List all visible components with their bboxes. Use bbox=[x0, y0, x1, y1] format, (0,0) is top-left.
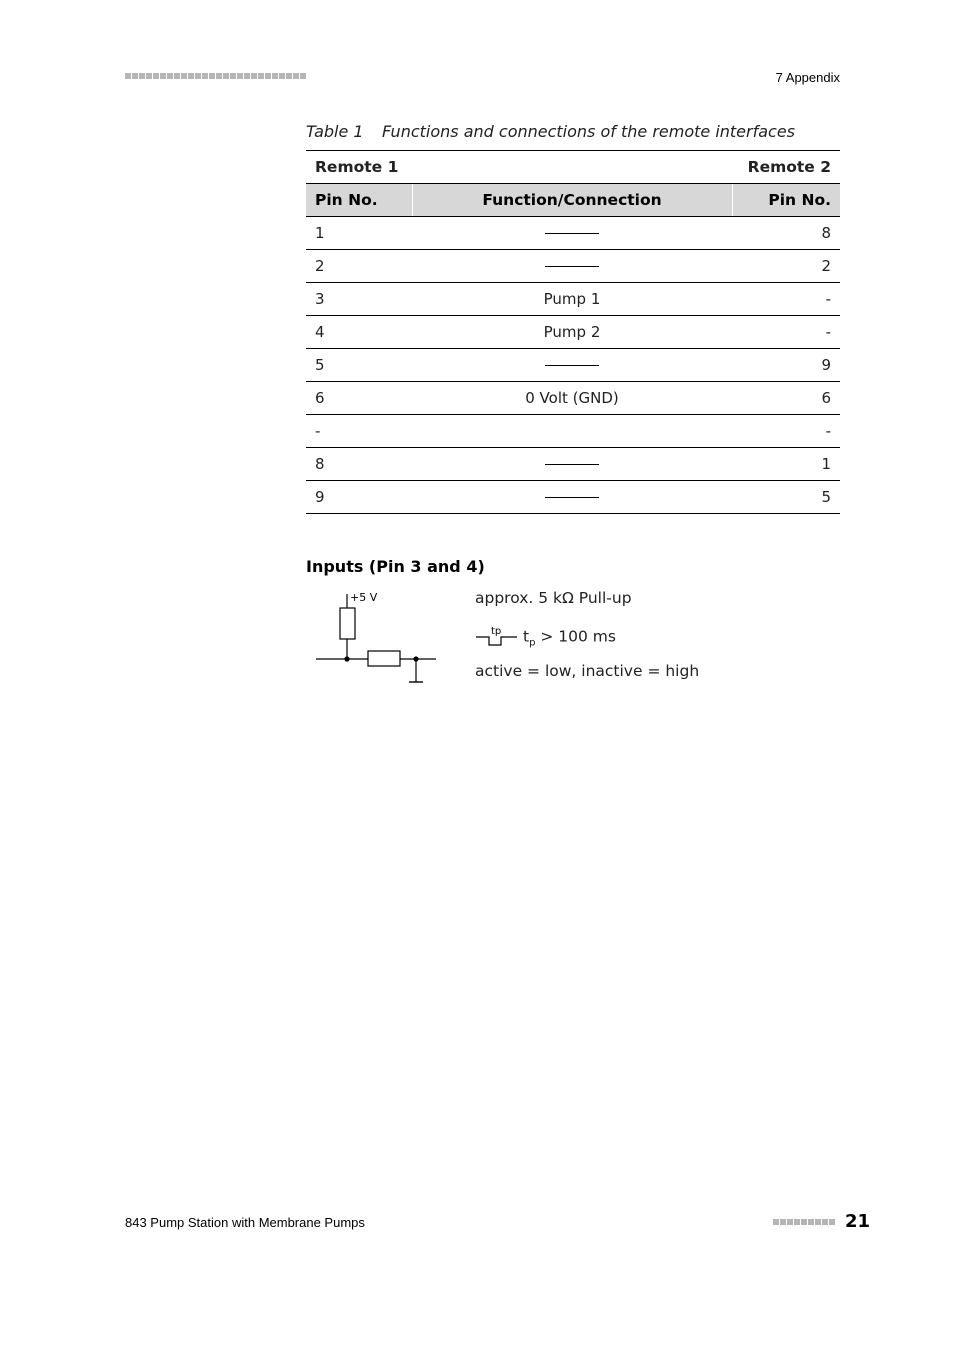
table-body bbox=[306, 217, 840, 514]
table-caption bbox=[306, 122, 795, 141]
table-row bbox=[306, 448, 840, 481]
footer-decoration bbox=[773, 1219, 835, 1225]
remote-header-row bbox=[306, 151, 840, 184]
remote-interfaces-table bbox=[306, 150, 840, 514]
pin-remote1-cell: - bbox=[306, 415, 412, 448]
pulse-label: tp bbox=[491, 626, 502, 637]
inputs-heading: Inputs (Pin 3 and 4) bbox=[306, 557, 485, 576]
table-row bbox=[306, 481, 840, 514]
table-row bbox=[306, 415, 840, 448]
header-section-title: 7 Appendix bbox=[775, 70, 840, 85]
pin-remote1-cell: 3 bbox=[306, 283, 412, 316]
pin-remote1-cell: 4 bbox=[306, 316, 412, 349]
function-cell: 0 Volt (GND) bbox=[412, 382, 732, 415]
pin-remote2-cell: 1 bbox=[732, 448, 840, 481]
pin-remote2-cell: 9 bbox=[732, 349, 840, 382]
pin-remote1-cell: 6 bbox=[306, 382, 412, 415]
pin-remote2-cell: 6 bbox=[732, 382, 840, 415]
col-pin-right: Pin No. bbox=[732, 184, 840, 217]
header-decoration bbox=[125, 73, 306, 79]
connection-line bbox=[545, 497, 599, 498]
pulse-icon bbox=[475, 626, 519, 648]
connection-line bbox=[545, 464, 599, 465]
connection-line bbox=[545, 365, 599, 366]
footer-document-title: 843 Pump Station with Membrane Pumps bbox=[125, 1215, 365, 1230]
function-cell bbox=[412, 415, 732, 448]
tp-value: > 100 ms bbox=[535, 627, 616, 646]
function-cell: Pump 1 bbox=[412, 283, 732, 316]
function-cell bbox=[412, 448, 732, 481]
table-row bbox=[306, 217, 840, 250]
tp-symbol: t bbox=[523, 627, 530, 646]
series-resistor bbox=[368, 651, 400, 666]
table-row bbox=[306, 382, 840, 415]
connection-line bbox=[545, 233, 599, 234]
col-pin-left: Pin No. bbox=[306, 184, 412, 217]
table-row bbox=[306, 250, 840, 283]
pin-remote2-cell: 8 bbox=[732, 217, 840, 250]
function-cell bbox=[412, 481, 732, 514]
table-caption-label: Table 1 bbox=[306, 122, 364, 141]
column-header-row bbox=[306, 184, 840, 217]
page-number: 21 bbox=[845, 1211, 871, 1232]
active-state-text: active = low, inactive = high bbox=[475, 662, 700, 680]
pulse-spec bbox=[475, 626, 616, 649]
tp-subscript: p bbox=[529, 637, 536, 649]
function-cell bbox=[412, 349, 732, 382]
col-function: Function/Connection bbox=[412, 184, 732, 217]
remote1-label: Remote 1 bbox=[306, 151, 412, 184]
function-cell bbox=[412, 217, 732, 250]
pin-remote1-cell: 8 bbox=[306, 448, 412, 481]
pin-remote1-cell: 9 bbox=[306, 481, 412, 514]
pin-remote1-cell: 1 bbox=[306, 217, 412, 250]
pin-remote2-cell: - bbox=[732, 415, 840, 448]
pullup-text: approx. 5 kΩ Pull-up bbox=[475, 589, 632, 607]
pin-remote1-cell: 5 bbox=[306, 349, 412, 382]
connection-line bbox=[545, 266, 599, 267]
table-caption-text: Functions and connections of the remote interfaces bbox=[382, 122, 796, 141]
function-cell bbox=[412, 250, 732, 283]
pullup-resistor bbox=[340, 608, 355, 639]
table-row bbox=[306, 316, 840, 349]
table-row bbox=[306, 283, 840, 316]
remote2-label: Remote 2 bbox=[732, 151, 840, 184]
table-row bbox=[306, 349, 840, 382]
voltage-label: +5 V bbox=[350, 591, 378, 604]
pin-remote2-cell: - bbox=[732, 283, 840, 316]
input-circuit-diagram bbox=[312, 588, 442, 688]
function-cell: Pump 2 bbox=[412, 316, 732, 349]
pin-remote2-cell: 2 bbox=[732, 250, 840, 283]
pin-remote2-cell: 5 bbox=[732, 481, 840, 514]
remote-spacer bbox=[412, 151, 732, 184]
pin-remote2-cell: - bbox=[732, 316, 840, 349]
pin-remote1-cell: 2 bbox=[306, 250, 412, 283]
